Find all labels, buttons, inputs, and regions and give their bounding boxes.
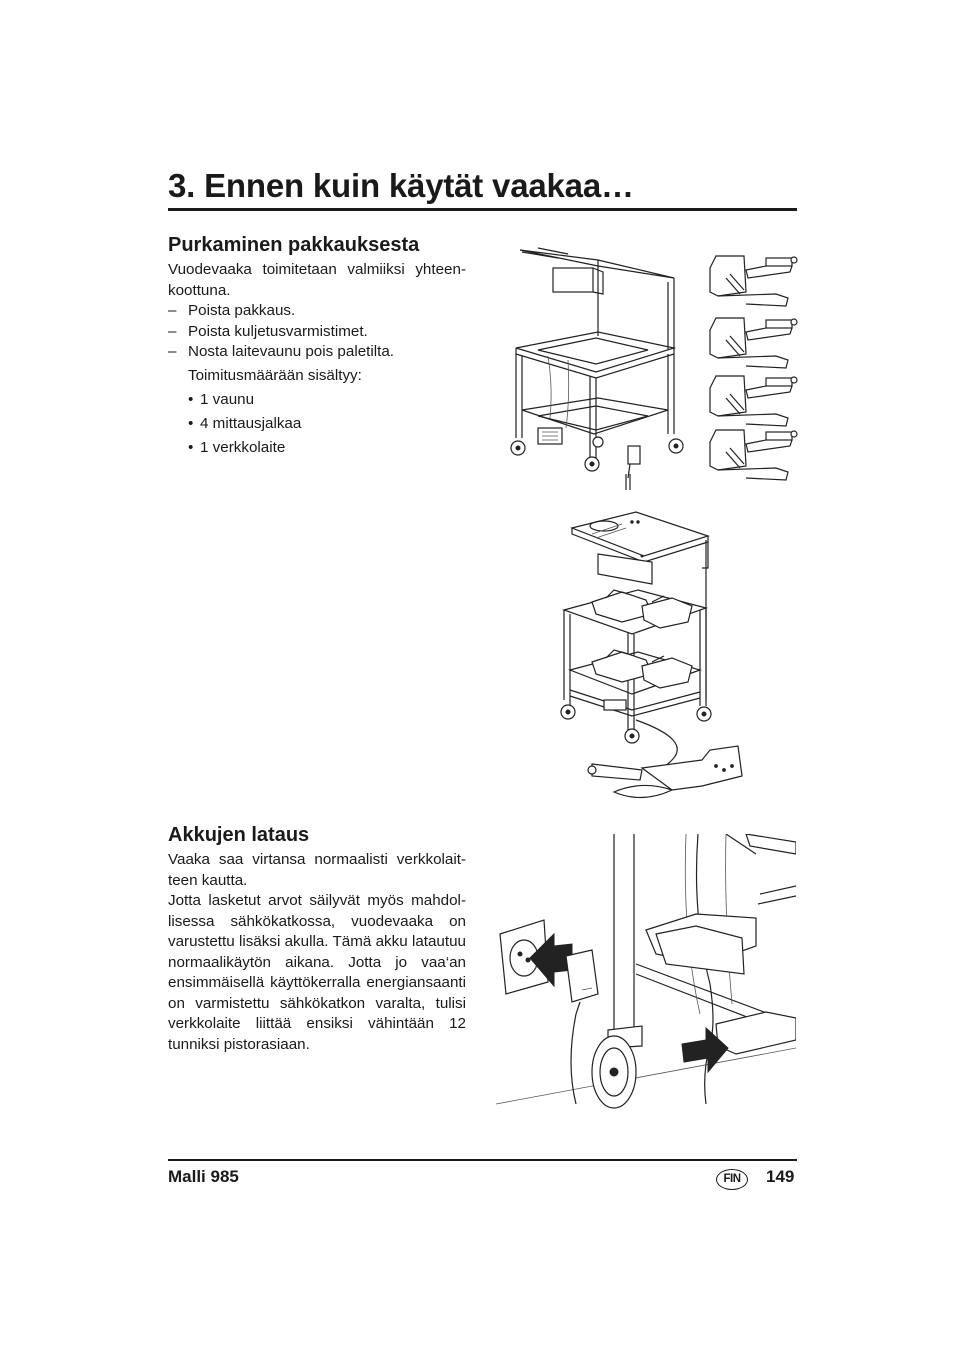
unpacking-intro: Vuodevaaka toimitetaan valmiiksi yhteenkoottuna. [168,261,466,299]
battery-heading: Akkujen lataus [168,824,310,846]
delivery-item: • 4 mittausjalkaa [188,414,466,435]
battery-charging-section [168,823,466,1055]
title-divider [168,208,797,211]
unpacking-steps [168,301,466,363]
loaded-cart-illustration [552,510,792,806]
battery-paragraph-1: Vaaka saa virtansa normaalisti verkkolaitteen kautta. [168,851,466,889]
step-item: – Poista pakkaus. [168,301,466,322]
footer-model: Malli 985 [168,1167,239,1186]
unpacking-heading: Purkaminen pakkauksesta [168,234,420,256]
step-item: – Poista kuljetusvarmistimet. [168,322,466,343]
step-item: – Nosta laitevaunu pois paletilta. [168,342,466,363]
battery-paragraph-2: Jotta lasketut arvot säilyvät myös mahdollisessa sähkökatkossa, vuodevaaka on varustettu lisäksi akulla. Tämä akku latautuu normaalikäytön aikana. Jotta jo vaa‘an ensimmäisellä käyttökerralla energiansaanti on varmistettu sähkökatkon varalta, tulisi verkkolaite liittää ensiksi vähintään 12 tunniksi pistorasiaan. [168,892,466,1053]
delivery-label: Toimitusmäärään sisältyy: [188,366,362,384]
chapter-title: 3. Ennen kuin käytät vaakaa… [168,167,634,204]
language-badge: FIN [716,1169,748,1190]
cart-with-parts-illustration [498,238,800,494]
delivery-list [168,390,466,459]
page-number: 149 [766,1167,795,1186]
footer-divider [168,1159,797,1161]
unpacking-section [168,233,466,462]
delivery-item: • 1 verkkolaite [188,438,466,459]
charging-illustration [496,834,796,1122]
delivery-item: • 1 vaunu [188,390,466,411]
